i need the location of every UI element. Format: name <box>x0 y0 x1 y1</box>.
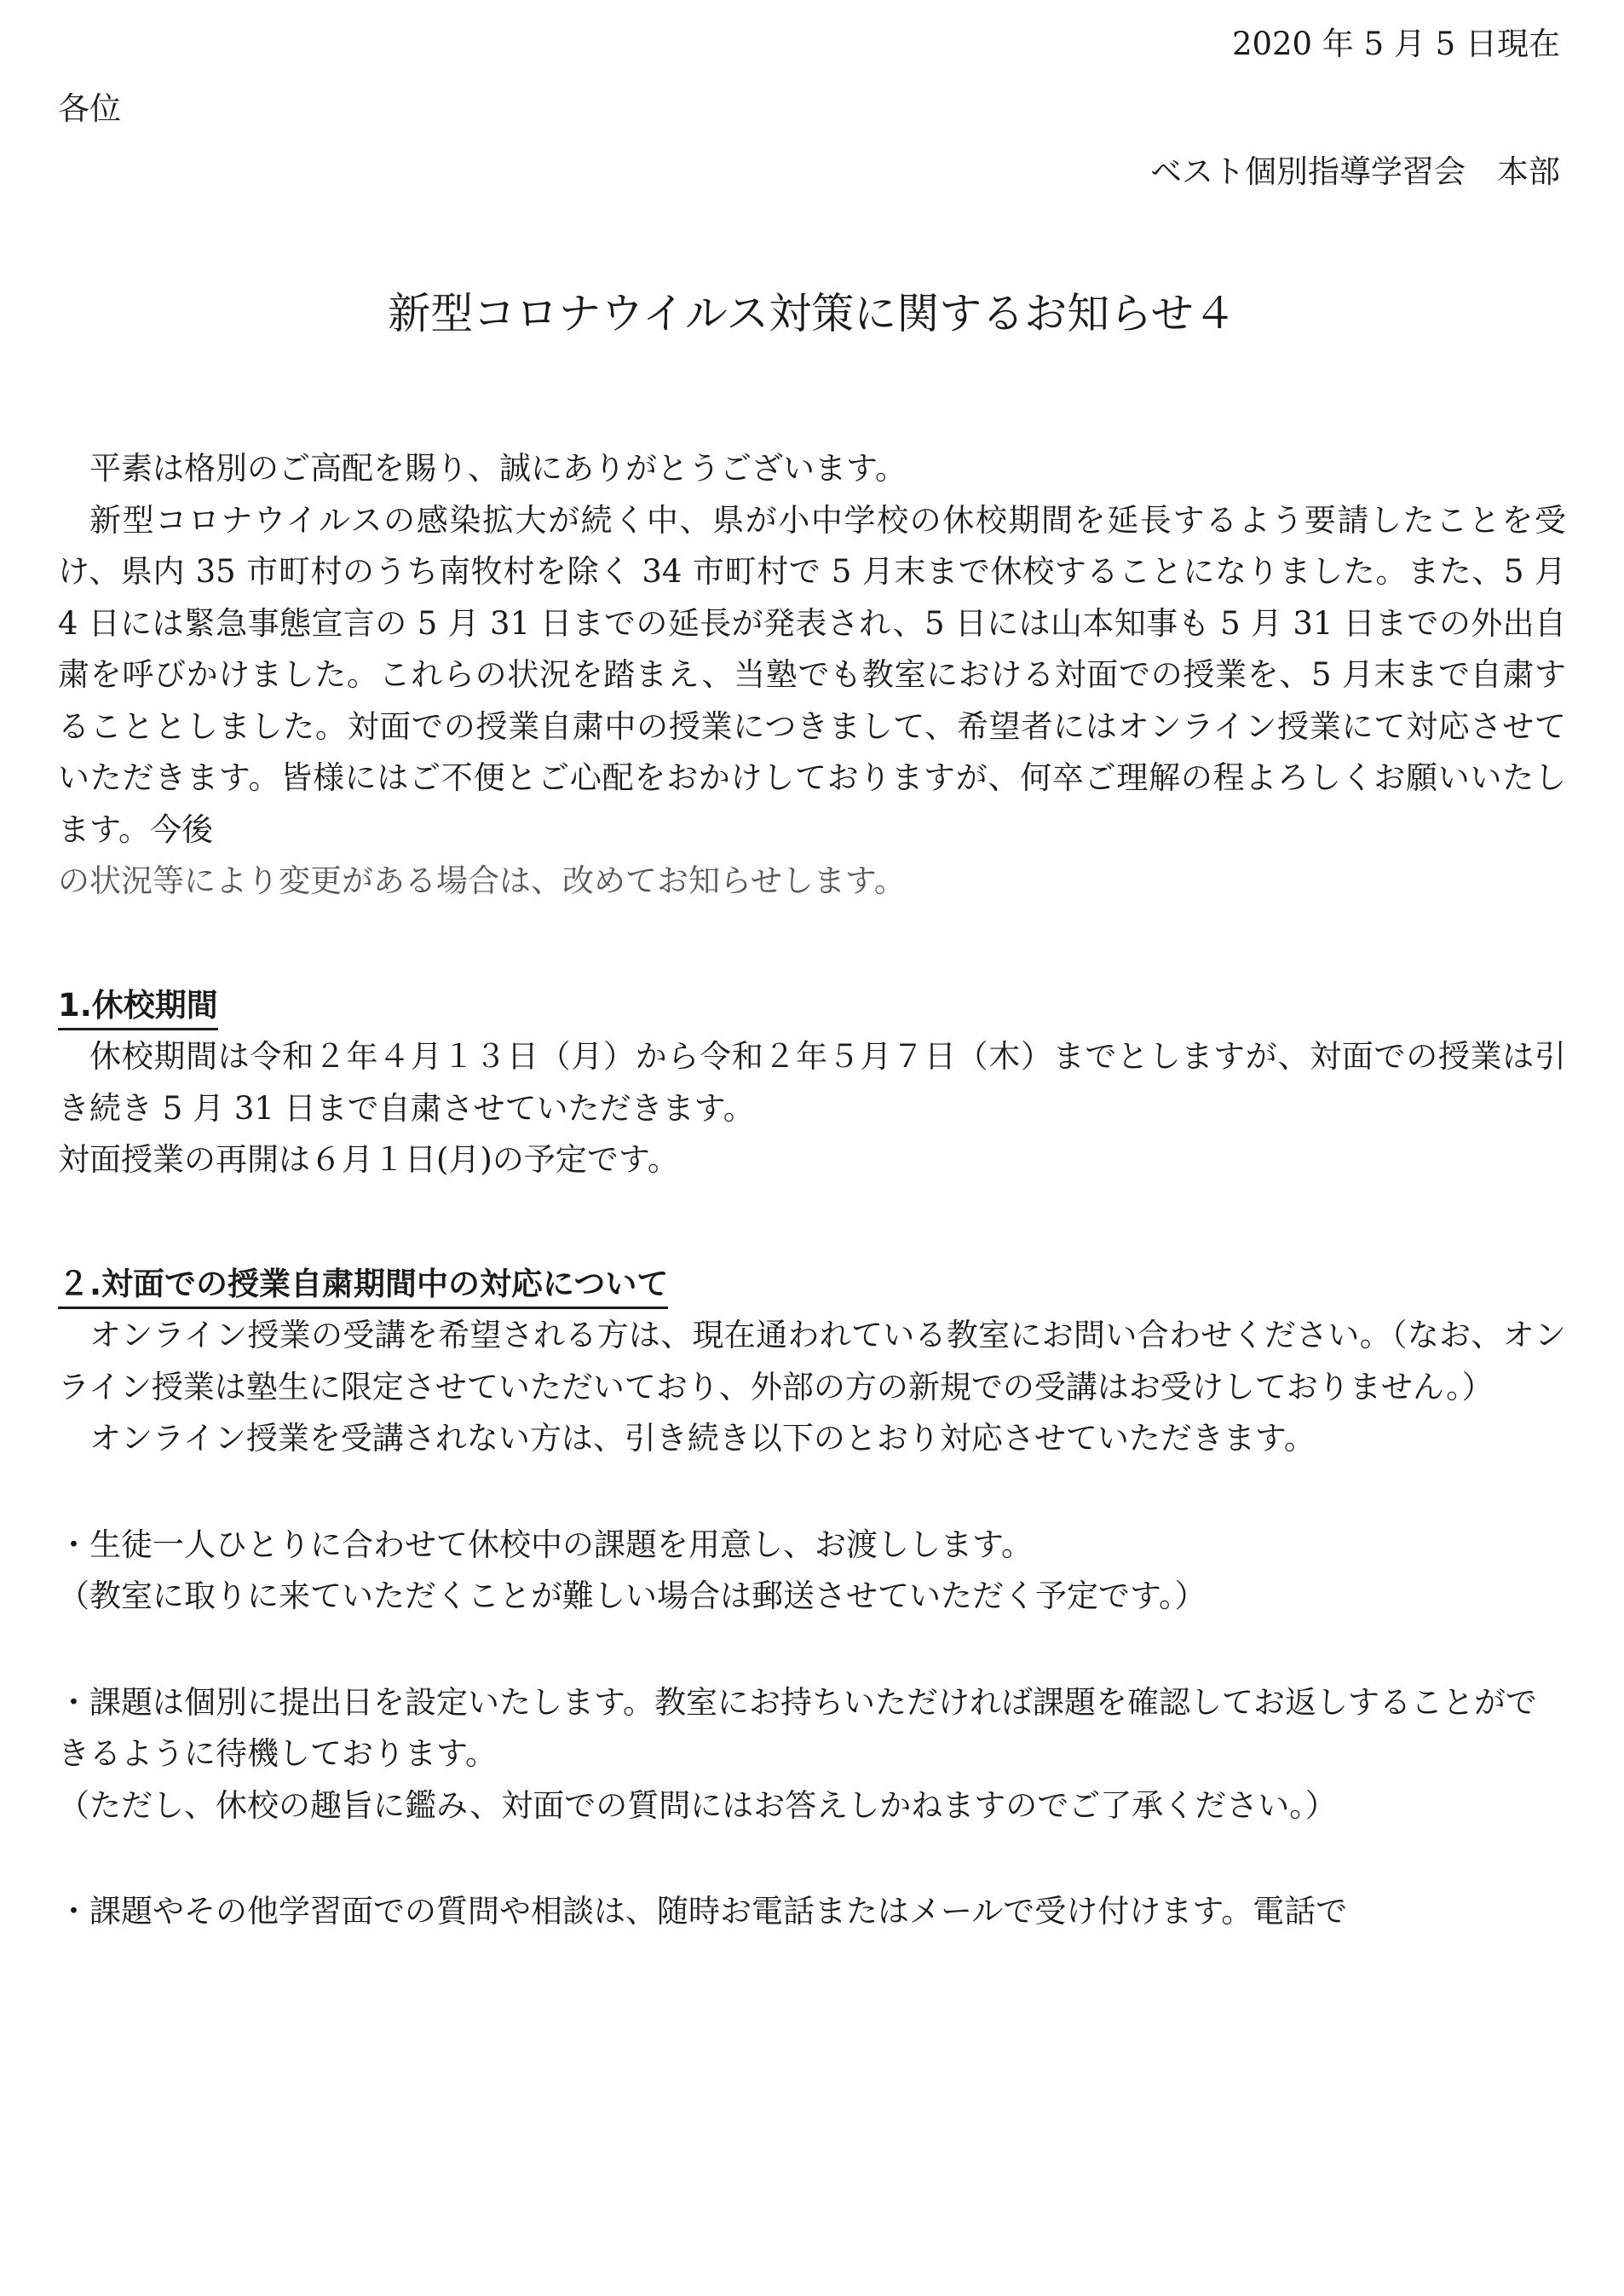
intro-closing: の状況等により変更がある場合は、改めてお知らせします。 <box>58 862 906 899</box>
sender-organization: ベスト個別指導学習会 本部 <box>1150 153 1560 190</box>
section2-paragraph-offline: オンライン授業を受講されない方は、引き続き以下のとおり対応させていただきます。 <box>89 1420 1316 1457</box>
document-body <box>58 443 1566 1938</box>
document-date: 2020 年 5 月 5 日現在 <box>1231 26 1560 62</box>
list-item-questions: ・課題やその他学習面での質問や相談は、随時お電話またはメールで受け付けます。電話で <box>58 1893 1348 1930</box>
recipient: 各位 <box>58 90 121 127</box>
section-heading-response: ２.対面での授業自粛期間中の対応について <box>58 1262 668 1309</box>
section2-paragraph-online: オンライン授業の受講を希望される方は、現在通われている教室にお問い合わせください。（なお、オンライン授業は塾生に限定させていただいており、外部の方の新規での受講はお受けしておりません。） <box>58 1317 1566 1405</box>
page-title: 新型コロナウイルス対策に関するお知らせ４ <box>388 289 1236 338</box>
list-item-deadlines-note: （ただし、休校の趣旨に鑑み、対面での質問にはお答えしかねますのでご了承ください。） <box>58 1786 1337 1824</box>
list-item-deadlines: ・課題は個別に提出日を設定いたします。教室にお持ちいただければ課題を確認してお返しすることができるように待機しております。 <box>58 1683 1538 1772</box>
section-heading-closure-period: 1.休校期間 <box>58 984 218 1030</box>
list-item-assignments-note: （教室に取りに来ていただくことが難しい場合は郵送させていただく予定です。） <box>58 1578 1206 1614</box>
section1-paragraph: 休校期間は令和２年４月１３日（月）から令和２年５月７日（木）までとしますが、対面での授業は引き続き 5 月 31 日まで自粛させていただきます。 <box>58 1038 1566 1127</box>
intro-greeting: 平素は格別のご高配を賜り、誠にありがとうございます。 <box>89 450 907 487</box>
section1-resume-note: 対面授業の再開は６月１日(月)の予定です。 <box>58 1141 679 1178</box>
list-item-assignments: ・生徒一人ひとりに合わせて休校中の課題を用意し、お渡しします。 <box>58 1526 1034 1563</box>
intro-main: 新型コロナウイルスの感染拡大が続く中、県が小中学校の休校期間を延長するよう要請したことを受け、県内 35 市町村のうち南牧村を除く 34 市町村で 5 月末まで休校することになりました。また、5 月 4 日には緊急事態宣言の 5 月 31 日までの延長が発表され、5 日には山本知事も 5 月 31 日までの外出自粛を呼びかけました。これらの状況を踏まえ、当塾でも教室における対面での授業を、5 月末まで自粛することとしました。対面での授業自粛中の授業につきまして、希望者にはオンライン授業にて対応させていただきます。皆様にはご不便とご心配をおかけしておりますが、何卒ご理解の程よろしくお願いいたします。今後 <box>58 501 1566 848</box>
